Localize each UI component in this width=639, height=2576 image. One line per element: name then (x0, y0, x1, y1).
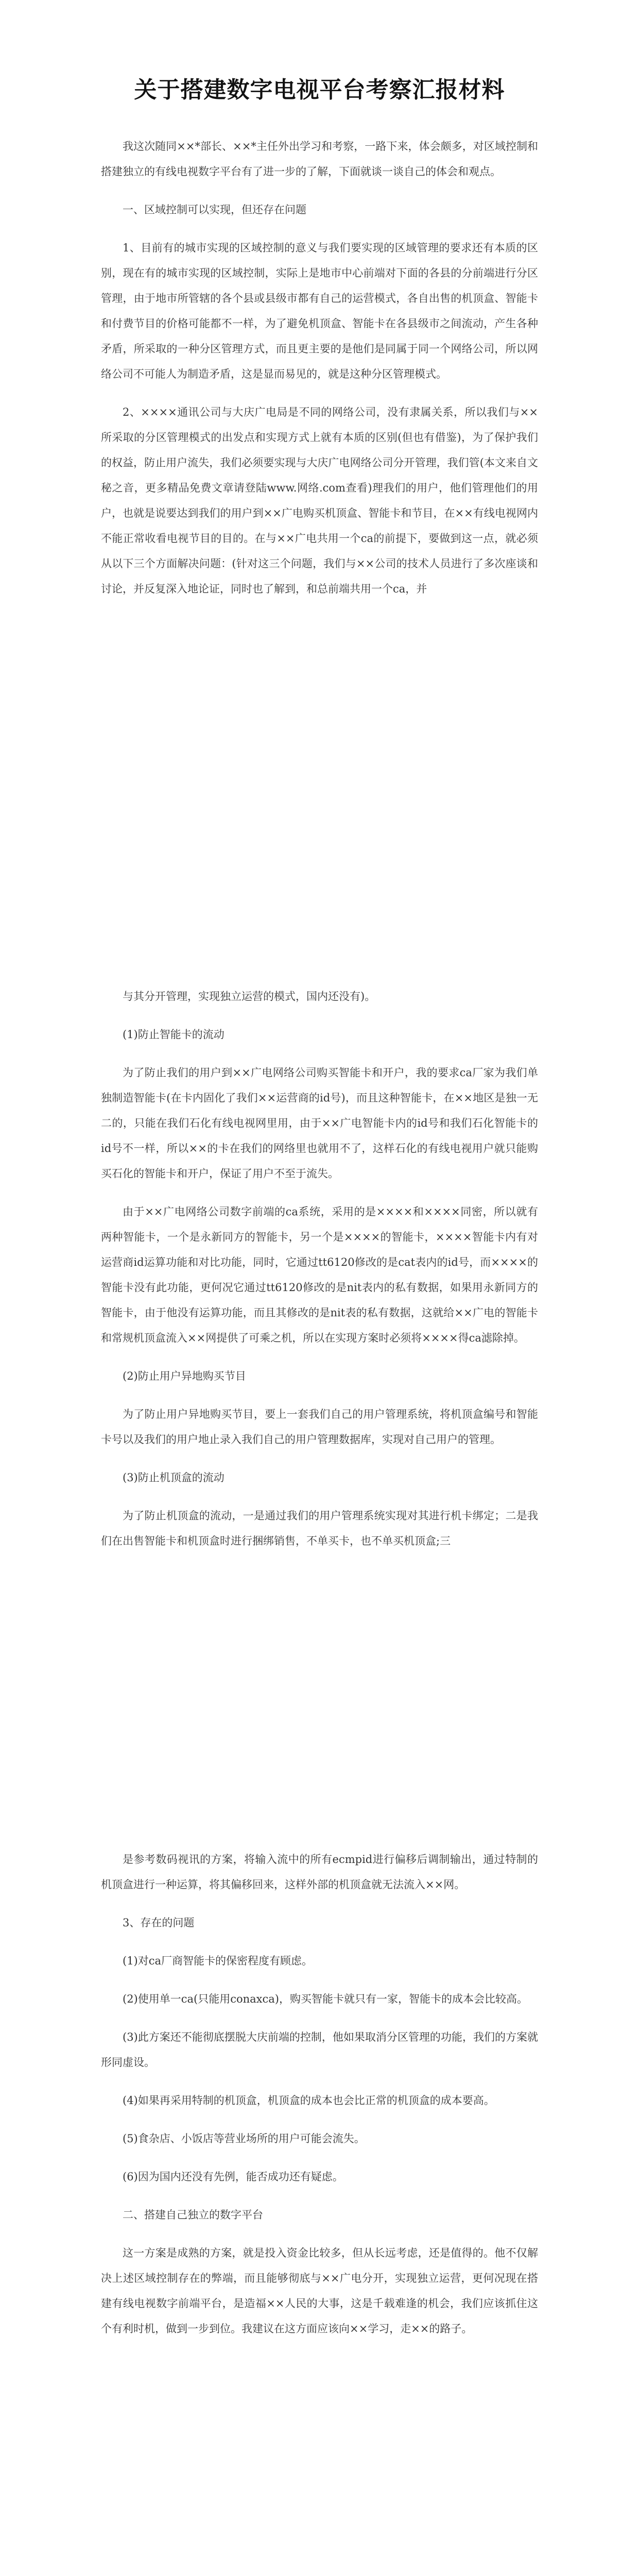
section-heading: (6)因为国内还没有先例，能否成功还有疑虑。 (123, 2171, 343, 2183)
body-paragraph: 1、目前有的城市实现的区域控制的意义与我们要实现的区域管理的要求还有本质的区别，现在有的城市实现的区域控制，实际上是地市中心前端对下面的各县的分前端进行分区管理，由于地市所管辖的各个县或县级市都有自己的运营模式，各自出售的机顶盒、智能卡和付费节目的价格可能都不一样，为了避免机顶盒、智能卡在各县级市之间流动，产生各种矛盾，所采取的一种分区管理方式，而且更主要的是他们是同属于同一个网络公司，所以网络公司不可能人为制造矛盾，这是显而易见的，就是这种分区管理模式。 (101, 242, 538, 380)
text-block-3 (101, 1847, 538, 2354)
section-heading: (4)如果再采用特制的机顶盒，机顶盒的成本也会比正常的机顶盒的成本要高。 (123, 2094, 495, 2107)
section-heading: (1)对ca厂商智能卡的保密程度有顾虑。 (123, 1955, 313, 1967)
body-paragraph: 我这次随同××*部长、××*主任外出学习和考察，一路下来，体会颇多，对区域控制和搭建独立的有线电视数字平台有了进一步的了解，下面就谈一谈自己的体会和观点。 (101, 140, 538, 178)
body-paragraph: 这一方案是成熟的方案，就是投入资金比较多，但从长远考虑，还是值得的。他不仅解决上述区域控制存在的弊端，而且能够彻底与××广电分开，实现独立运营，更何况现在搭建有线电视数字前端平台，是造福××人民的大事，这是千载难逢的机会，我们应该抓住这个有利时机，做到一步到位。我建议在这方面应该向××学习，走××的路子。 (101, 2247, 538, 2335)
section-heading: 二、搭建自己独立的数字平台 (123, 2209, 263, 2221)
section-heading: 一、区域控制可以实现，但还存在问题 (123, 204, 306, 216)
section-heading: 3、存在的问题 (123, 1917, 195, 1929)
text-block-1 (101, 134, 538, 615)
body-paragraph: (2)使用单一ca(只能用conaxca)，购买智能卡就只有一家，智能卡的成本会比较高。 (123, 1993, 528, 2005)
body-paragraph: 为了防止用户异地购买节目，要上一套我们自己的用户管理系统，将机顶盒编号和智能卡号以及我们的用户地止录入我们自己的用户管理数据库，实现对自己用户的管理。 (101, 1408, 538, 1446)
body-paragraph: (3)此方案还不能彻底摆脱大庆前端的控制，他如果取消分区管理的功能，我们的方案就形同虚设。 (101, 2031, 538, 2069)
body-paragraph: 为了防止机顶盒的流动，一是通过我们的用户管理系统实现对其进行机卡绑定；二是我们在出售智能卡和机顶盒时进行捆绑销售，不单买卡，也不单买机顶盒;三 (101, 1510, 538, 1547)
body-paragraph: 为了防止我们的用户到××广电网络公司购买智能卡和开户，我的要求ca厂家为我们单独制造智能卡(在卡内固化了我们××运营商的id号)，而且这种智能卡，在××地区是独一无二的，只能在我们石化有线电视网里用，由于××广电智能卡内的id号和我们石化智能卡的id号不一样，所以××的卡在我们的网络里也就用不了，这样石化的有线电视用户就只能购买石化的智能卡和开户，保证了用户不至于流失。 (101, 1066, 538, 1180)
section-heading: (5)食杂店、小饭店等营业场所的用户可能会流失。 (123, 2132, 365, 2145)
body-paragraph: 是参考数码视讯的方案，将输入流中的所有ecmpid进行偏移后调制输出，通过特制的机顶盒进行一种运算，将其偏移回来，这样外部的机顶盒就无法流入××网。 (101, 1853, 538, 1891)
document-title: 关于搭建数字电视平台考察汇报材料 (134, 77, 505, 103)
section-heading: (1)防止智能卡的流动 (123, 1028, 224, 1041)
section-heading: (2)防止用户异地购买节目 (123, 1370, 246, 1382)
section-heading: (3)防止机顶盒的流动 (123, 1471, 224, 1484)
body-paragraph: 由于××广电网络公司数字前端的ca系统，采用的是××××和××××同密，所以就有两种智能卡，一个是永新同方的智能卡，另一个是××××的智能卡，××××智能卡内有对运营商id运算功能和对比功能，同时，它通过tt6120修改的是cat表内的id号，而××××的智能卡没有此功能，更何况它通过tt6120修改的是nit表内的私有数据，如果用永新同方的智能卡，由于他没有运算功能，而且其修改的是nit表的私有数据，这就给××广电的智能卡和常规机顶盒流入××网提供了可乘之机，所以在实现方案时必须将××××得ca滤除掉。 (101, 1206, 538, 1344)
body-paragraph: 2、××××通讯公司与大庆广电局是不同的网络公司，没有隶属关系，所以我们与××所采取的分区管理模式的出发点和实现方式上就有本质的区别(但也有借鉴)，为了保护我们的权益，防止用户流失，我们必须要实现与大庆广电网络公司分开管理，我们管(本文来自文秘之音，更多精品免费文章请登陆www.网络.com查看)理我们的用户，他们管理他们的用户，也就是说要达到我们的用户到××广电购买机顶盒、智能卡和节目，在××有线电视网内不能正常收看电视节目的目的。在与××广电共用一个ca的前提下，要做到这一点，就必须从以下三个方面解决问题：(针对这三个问题，我们与××公司的技术人员进行了多次座谈和讨论，并反复深入地论证，同时也了解到，和总前端共用一个ca，并 (101, 406, 538, 595)
text-block-2 (101, 984, 538, 1567)
body-paragraph: 与其分开管理，实现独立运营的模式，国内还没有)。 (123, 990, 376, 1003)
